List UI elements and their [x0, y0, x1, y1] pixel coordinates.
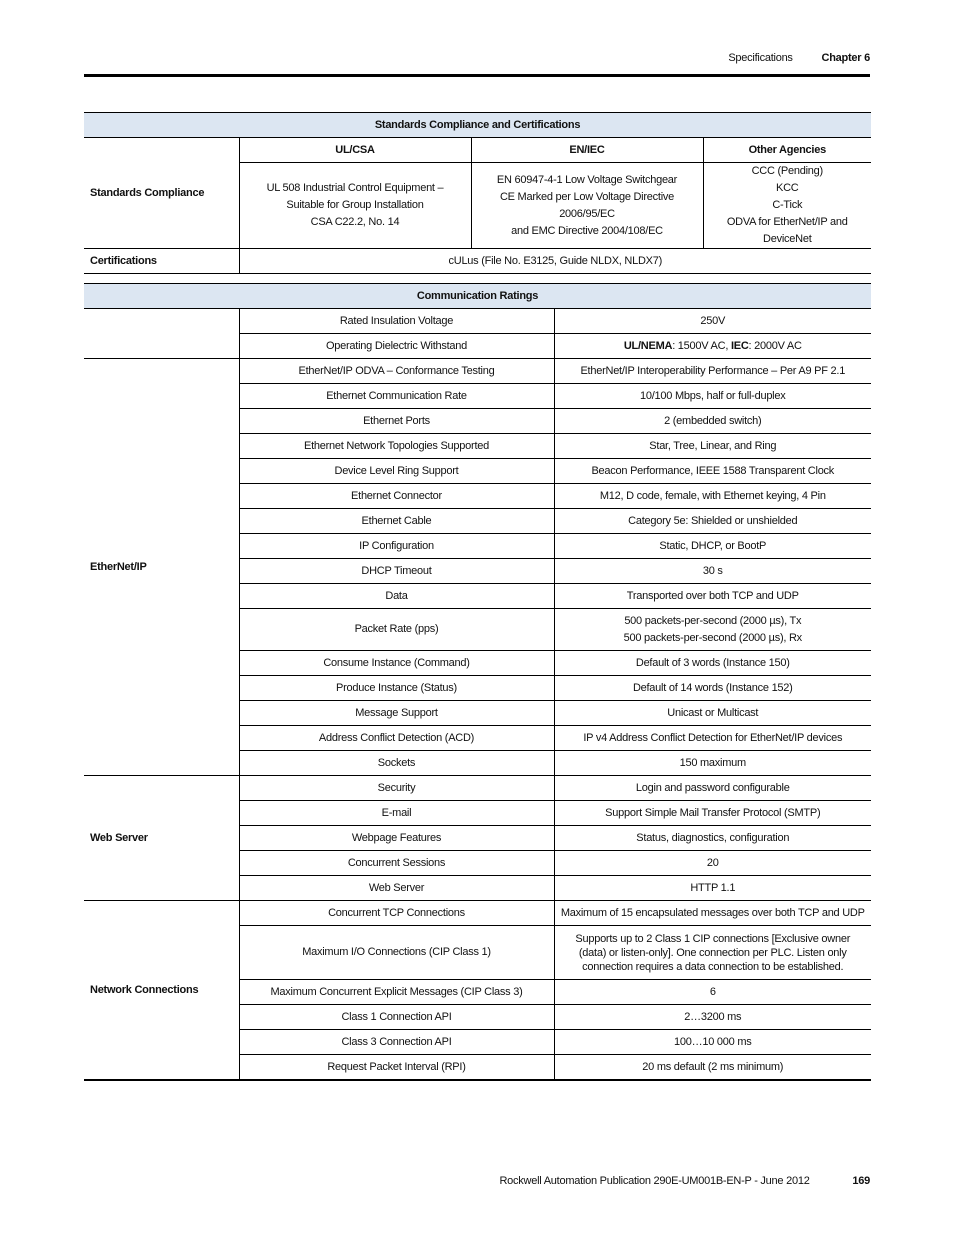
agency-line: ODVA for EtherNet/IP and DeviceNet: [726, 216, 848, 245]
spec-label: Webpage Features: [239, 826, 554, 851]
spec-label: Maximum Concurrent Explicit Messages (CIP Class 3): [239, 980, 554, 1005]
spec-value: Support Simple Mail Transfer Protocol (SMTP): [554, 801, 871, 826]
spec-value: Beacon Performance, IEEE 1588 Transparent Clock: [554, 459, 871, 484]
standards-table: [84, 112, 871, 274]
spec-value: Supports up to 2 Class 1 CIP connections [Exclusive owner (data) or listen-only]. One connection per PLC. Listen only connection requires a data connection to be established.: [554, 926, 871, 980]
ulcsa-line: Suitable for Group Installation: [286, 199, 424, 211]
spec-value: Default of 14 words (Instance 152): [554, 676, 871, 701]
ulcsa-line: UL 508 Industrial Control Equipment –: [266, 182, 444, 194]
chapter-label: Chapter 6: [821, 52, 870, 64]
standards-title: Standards Compliance and Certifications: [84, 113, 871, 138]
ulcsa-cell: [239, 163, 471, 249]
spec-value: HTTP 1.1: [554, 876, 871, 901]
col-ulcsa: UL/CSA: [239, 138, 471, 163]
eniec-line: CE Marked per Low Voltage Directive 2006/95/EC: [499, 190, 675, 220]
eniec-line: and EMC Directive 2004/108/EC: [511, 224, 663, 237]
spec-value: Maximum of 15 encapsulated messages over both TCP and UDP: [554, 901, 871, 926]
certifications-value: cULus (File No. E3125, Guide NLDX, NLDX7): [239, 249, 871, 274]
spec-value: Category 5e: Shielded or unshielded: [554, 509, 871, 534]
spec-value: 20: [554, 851, 871, 876]
certifications-label: Certifications: [84, 249, 239, 274]
communication-title: Communication Ratings: [84, 284, 871, 309]
spec-label: IP Configuration: [239, 534, 554, 559]
eniec-cell: [471, 163, 703, 249]
spec-value: Default of 3 words (Instance 150): [554, 651, 871, 676]
spec-value: M12, D code, female, with Ethernet keying, 4 Pin: [554, 484, 871, 509]
spec-value: Static, DHCP, or BootP: [554, 534, 871, 559]
spec-label: Consume Instance (Command): [239, 651, 554, 676]
spec-value: Transported over both TCP and UDP: [554, 584, 871, 609]
agency-line: KCC: [776, 182, 799, 194]
ulnema-key: UL/NEMA: [623, 339, 673, 352]
spec-label: Request Packet Interval (RPI): [239, 1055, 554, 1081]
spec-value: 2…3200 ms: [554, 1005, 871, 1030]
spec-label: Maximum I/O Connections (CIP Class 1): [239, 926, 554, 980]
spec-value: IP v4 Address Conflict Detection for EtherNet/IP devices: [554, 726, 871, 751]
group-label-web-server: Web Server: [84, 776, 239, 901]
spec-label: Packet Rate (pps): [239, 609, 554, 651]
spec-value: 30 s: [554, 559, 871, 584]
spec-value: 10/100 Mbps, half or full-duplex: [554, 384, 871, 409]
spec-value: 150 maximum: [554, 751, 871, 776]
group-label-network-connections: Network Connections: [84, 901, 239, 1081]
agency-line: CCC (Pending): [751, 165, 823, 177]
table-row: [84, 776, 871, 801]
spec-label: Class 3 Connection API: [239, 1030, 554, 1055]
spec-label: Ethernet Cable: [239, 509, 554, 534]
spec-value: 250V: [554, 309, 871, 334]
spec-label: Concurrent TCP Connections: [239, 901, 554, 926]
spec-label: Message Support: [239, 701, 554, 726]
spec-value: 20 ms default (2 ms minimum): [554, 1055, 871, 1081]
spec-label: Web Server: [239, 876, 554, 901]
spec-value: 2 (embedded switch): [554, 409, 871, 434]
other-agencies-cell: [703, 163, 871, 249]
spec-label: Ethernet Ports: [239, 409, 554, 434]
spec-value-line: 500 packets-per-second (2000 µs), Tx: [624, 614, 802, 627]
spec-label: Produce Instance (Status): [239, 676, 554, 701]
publication-info: Rockwell Automation Publication 290E-UM001B-EN-P - June 2012: [499, 1175, 810, 1187]
spec-value: EtherNet/IP Interoperability Performance – Per A9 PF 2.1: [554, 359, 871, 384]
ulcsa-line: CSA C22.2, No. 14: [310, 216, 400, 228]
spec-label: E-mail: [239, 801, 554, 826]
eniec-line: EN 60947-4-1 Low Voltage Switchgear: [496, 173, 678, 186]
spec-value: [554, 609, 871, 651]
spec-value: Star, Tree, Linear, and Ring: [554, 434, 871, 459]
header-rule: [84, 74, 870, 77]
spec-value: 100…10 000 ms: [554, 1030, 871, 1055]
spec-label: Sockets: [239, 751, 554, 776]
page-header: [84, 52, 870, 70]
spec-label: Security: [239, 776, 554, 801]
spec-label: DHCP Timeout: [239, 559, 554, 584]
spec-label: Ethernet Connector: [239, 484, 554, 509]
iec-key: IEC: [730, 339, 749, 352]
col-other-agencies: Other Agencies: [703, 138, 871, 163]
spec-value: Status, diagnostics, configuration: [554, 826, 871, 851]
spec-value: 6: [554, 980, 871, 1005]
group-label-ethernet-ip: EtherNet/IP: [84, 359, 239, 776]
iec-value: : 2000V AC: [748, 339, 802, 352]
page-footer: [84, 1175, 870, 1187]
spec-value: Unicast or Multicast: [554, 701, 871, 726]
table-row: [84, 359, 871, 384]
spec-value-line: 500 packets-per-second (2000 µs), Rx: [623, 631, 802, 644]
spec-label: Ethernet Communication Rate: [239, 384, 554, 409]
spec-label: Address Conflict Detection (ACD): [239, 726, 554, 751]
spec-label: Data: [239, 584, 554, 609]
spec-value: [554, 334, 871, 359]
empty-group-cell: [84, 309, 239, 359]
table-row: [84, 901, 871, 926]
spec-label: Class 1 Connection API: [239, 1005, 554, 1030]
spec-label: EtherNet/IP ODVA – Conformance Testing: [239, 359, 554, 384]
spec-label: Device Level Ring Support: [239, 459, 554, 484]
spec-label: Concurrent Sessions: [239, 851, 554, 876]
agency-line: C-Tick: [772, 199, 803, 211]
spec-label: Ethernet Network Topologies Supported: [239, 434, 554, 459]
spec-label: Operating Dielectric Withstand: [239, 334, 554, 359]
spec-value: Login and password configurable: [554, 776, 871, 801]
page-number: 169: [852, 1175, 870, 1187]
spec-label: Rated Insulation Voltage: [239, 309, 554, 334]
communication-ratings-table: [84, 283, 871, 1081]
standards-compliance-label: Standards Compliance: [84, 138, 239, 249]
ulnema-value: : 1500V AC,: [672, 339, 731, 352]
section-name: Specifications: [728, 52, 793, 64]
col-eniec: EN/IEC: [471, 138, 703, 163]
